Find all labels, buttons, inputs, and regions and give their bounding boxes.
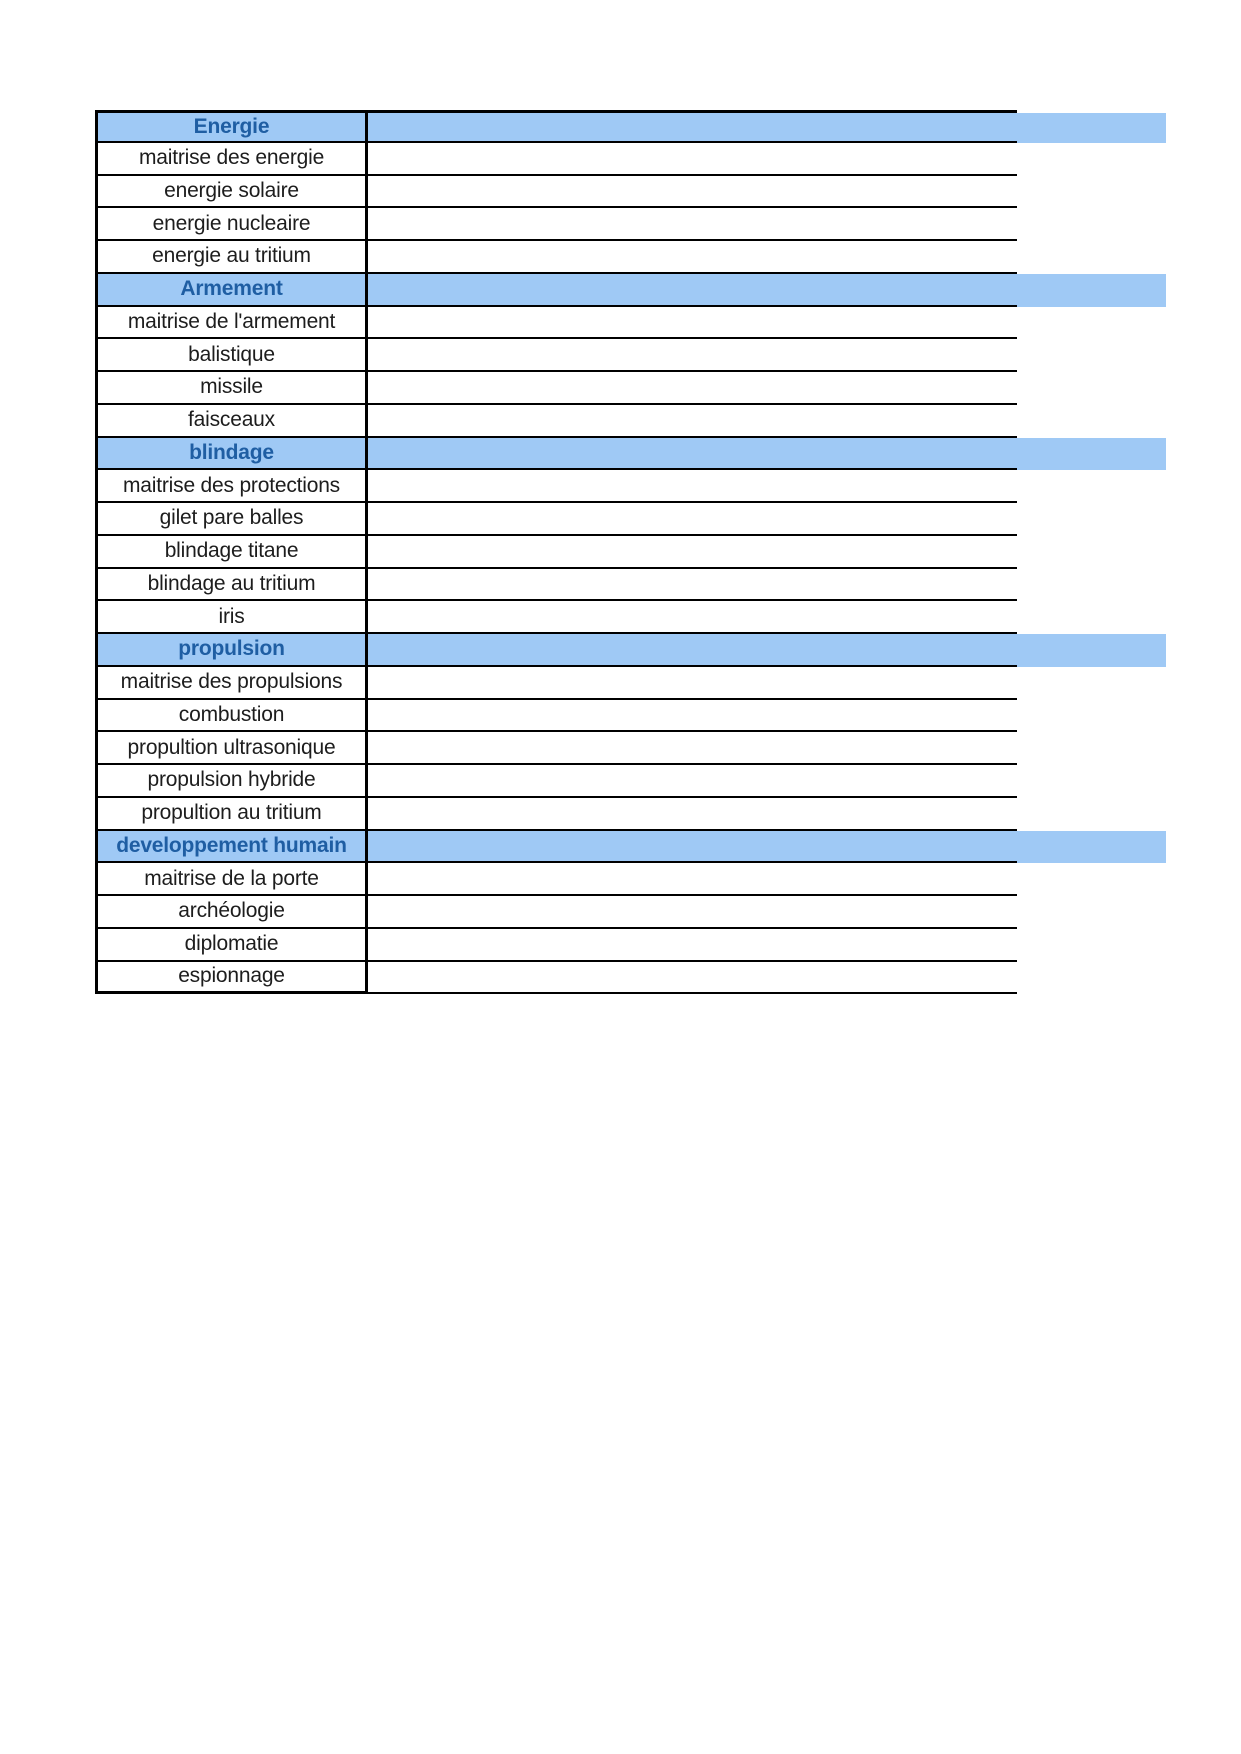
empty-value-cell: [368, 241, 1017, 274]
row-spacer: [1017, 798, 1166, 831]
skill-row: [95, 143, 1166, 176]
skill-row: [95, 601, 1166, 634]
skill-row: [95, 962, 1166, 995]
row-spacer: [1017, 176, 1166, 209]
skill-row: [95, 372, 1166, 405]
row-spacer: [1017, 667, 1166, 700]
row-spacer: [1017, 339, 1166, 372]
skill-row: [95, 765, 1166, 798]
empty-value-cell: [368, 863, 1017, 896]
skill-row: [95, 863, 1166, 896]
section-header-row: [95, 634, 1166, 667]
empty-value-cell: [368, 405, 1017, 438]
empty-value-cell: [368, 372, 1017, 405]
skill-row: [95, 405, 1166, 438]
empty-value-cell: [368, 929, 1017, 962]
empty-value-cell: [368, 798, 1017, 831]
empty-value-cell: [368, 569, 1017, 602]
skill-row: [95, 307, 1166, 340]
empty-value-cell: [368, 831, 1017, 864]
skill-name-cell: propulsion hybride: [95, 765, 368, 798]
row-spacer: [1017, 405, 1166, 438]
header-highlight-extension: [1017, 831, 1166, 864]
row-spacer: [1017, 896, 1166, 929]
skill-row: [95, 667, 1166, 700]
empty-value-cell: [368, 896, 1017, 929]
header-highlight-extension: [1017, 113, 1166, 143]
skill-name-cell: gilet pare balles: [95, 503, 368, 536]
skill-name-cell: energie nucleaire: [95, 208, 368, 241]
skill-row: [95, 798, 1166, 831]
empty-value-cell: [368, 274, 1017, 307]
section-title-cell: developpement humain: [95, 831, 368, 864]
row-spacer: [1017, 765, 1166, 798]
skill-name-cell: archéologie: [95, 896, 368, 929]
empty-value-cell: [368, 503, 1017, 536]
skill-row: [95, 470, 1166, 503]
skill-row: [95, 503, 1166, 536]
skill-row: [95, 732, 1166, 765]
row-spacer: [1017, 372, 1166, 405]
empty-value-cell: [368, 962, 1017, 995]
row-spacer: [1017, 241, 1166, 274]
row-spacer: [1017, 143, 1166, 176]
skill-row: [95, 241, 1166, 274]
skill-name-cell: maitrise de la porte: [95, 863, 368, 896]
empty-value-cell: [368, 176, 1017, 209]
skill-row: [95, 569, 1166, 602]
empty-value-cell: [368, 438, 1017, 471]
skill-name-cell: iris: [95, 601, 368, 634]
section-title-cell: Armement: [95, 274, 368, 307]
header-highlight-extension: [1017, 274, 1166, 307]
row-spacer: [1017, 700, 1166, 733]
row-spacer: [1017, 503, 1166, 536]
skill-name-cell: maitrise des protections: [95, 470, 368, 503]
row-spacer: [1017, 962, 1166, 995]
section-header-row: [95, 438, 1166, 471]
row-spacer: [1017, 929, 1166, 962]
header-highlight-extension: [1017, 438, 1166, 471]
section-header-row: [95, 274, 1166, 307]
skill-name-cell: energie au tritium: [95, 241, 368, 274]
skill-row: [95, 929, 1166, 962]
skill-row: [95, 700, 1166, 733]
empty-value-cell: [368, 470, 1017, 503]
skill-name-cell: maitrise des energie: [95, 143, 368, 176]
empty-value-cell: [368, 143, 1017, 176]
skill-name-cell: faisceaux: [95, 405, 368, 438]
skill-name-cell: balistique: [95, 339, 368, 372]
skill-row: [95, 896, 1166, 929]
empty-value-cell: [368, 208, 1017, 241]
empty-value-cell: [368, 110, 1017, 143]
skill-name-cell: propultion au tritium: [95, 798, 368, 831]
section-header-row: [95, 110, 1166, 143]
row-spacer: [1017, 536, 1166, 569]
empty-value-cell: [368, 307, 1017, 340]
skill-name-cell: diplomatie: [95, 929, 368, 962]
header-highlight-extension: [1017, 634, 1166, 667]
skill-name-cell: espionnage: [95, 962, 368, 995]
row-spacer: [1017, 732, 1166, 765]
skill-row: [95, 208, 1166, 241]
empty-value-cell: [368, 732, 1017, 765]
empty-value-cell: [368, 634, 1017, 667]
skill-name-cell: blindage au tritium: [95, 569, 368, 602]
section-title-cell: Energie: [95, 110, 368, 143]
empty-value-cell: [368, 667, 1017, 700]
row-spacer: [1017, 601, 1166, 634]
skill-name-cell: maitrise des propulsions: [95, 667, 368, 700]
skill-row: [95, 176, 1166, 209]
skill-name-cell: missile: [95, 372, 368, 405]
row-spacer: [1017, 208, 1166, 241]
empty-value-cell: [368, 339, 1017, 372]
section-title-cell: blindage: [95, 438, 368, 471]
skill-name-cell: propultion ultrasonique: [95, 732, 368, 765]
row-spacer: [1017, 863, 1166, 896]
empty-value-cell: [368, 536, 1017, 569]
skill-row: [95, 536, 1166, 569]
section-header-row: [95, 831, 1166, 864]
empty-value-cell: [368, 700, 1017, 733]
skill-name-cell: combustion: [95, 700, 368, 733]
row-spacer: [1017, 569, 1166, 602]
tech-table: [95, 110, 1166, 994]
row-spacer: [1017, 307, 1166, 340]
skill-name-cell: energie solaire: [95, 176, 368, 209]
row-spacer: [1017, 470, 1166, 503]
skill-row: [95, 339, 1166, 372]
skill-name-cell: blindage titane: [95, 536, 368, 569]
section-title-cell: propulsion: [95, 634, 368, 667]
skill-name-cell: maitrise de l'armement: [95, 307, 368, 340]
empty-value-cell: [368, 601, 1017, 634]
empty-value-cell: [368, 765, 1017, 798]
